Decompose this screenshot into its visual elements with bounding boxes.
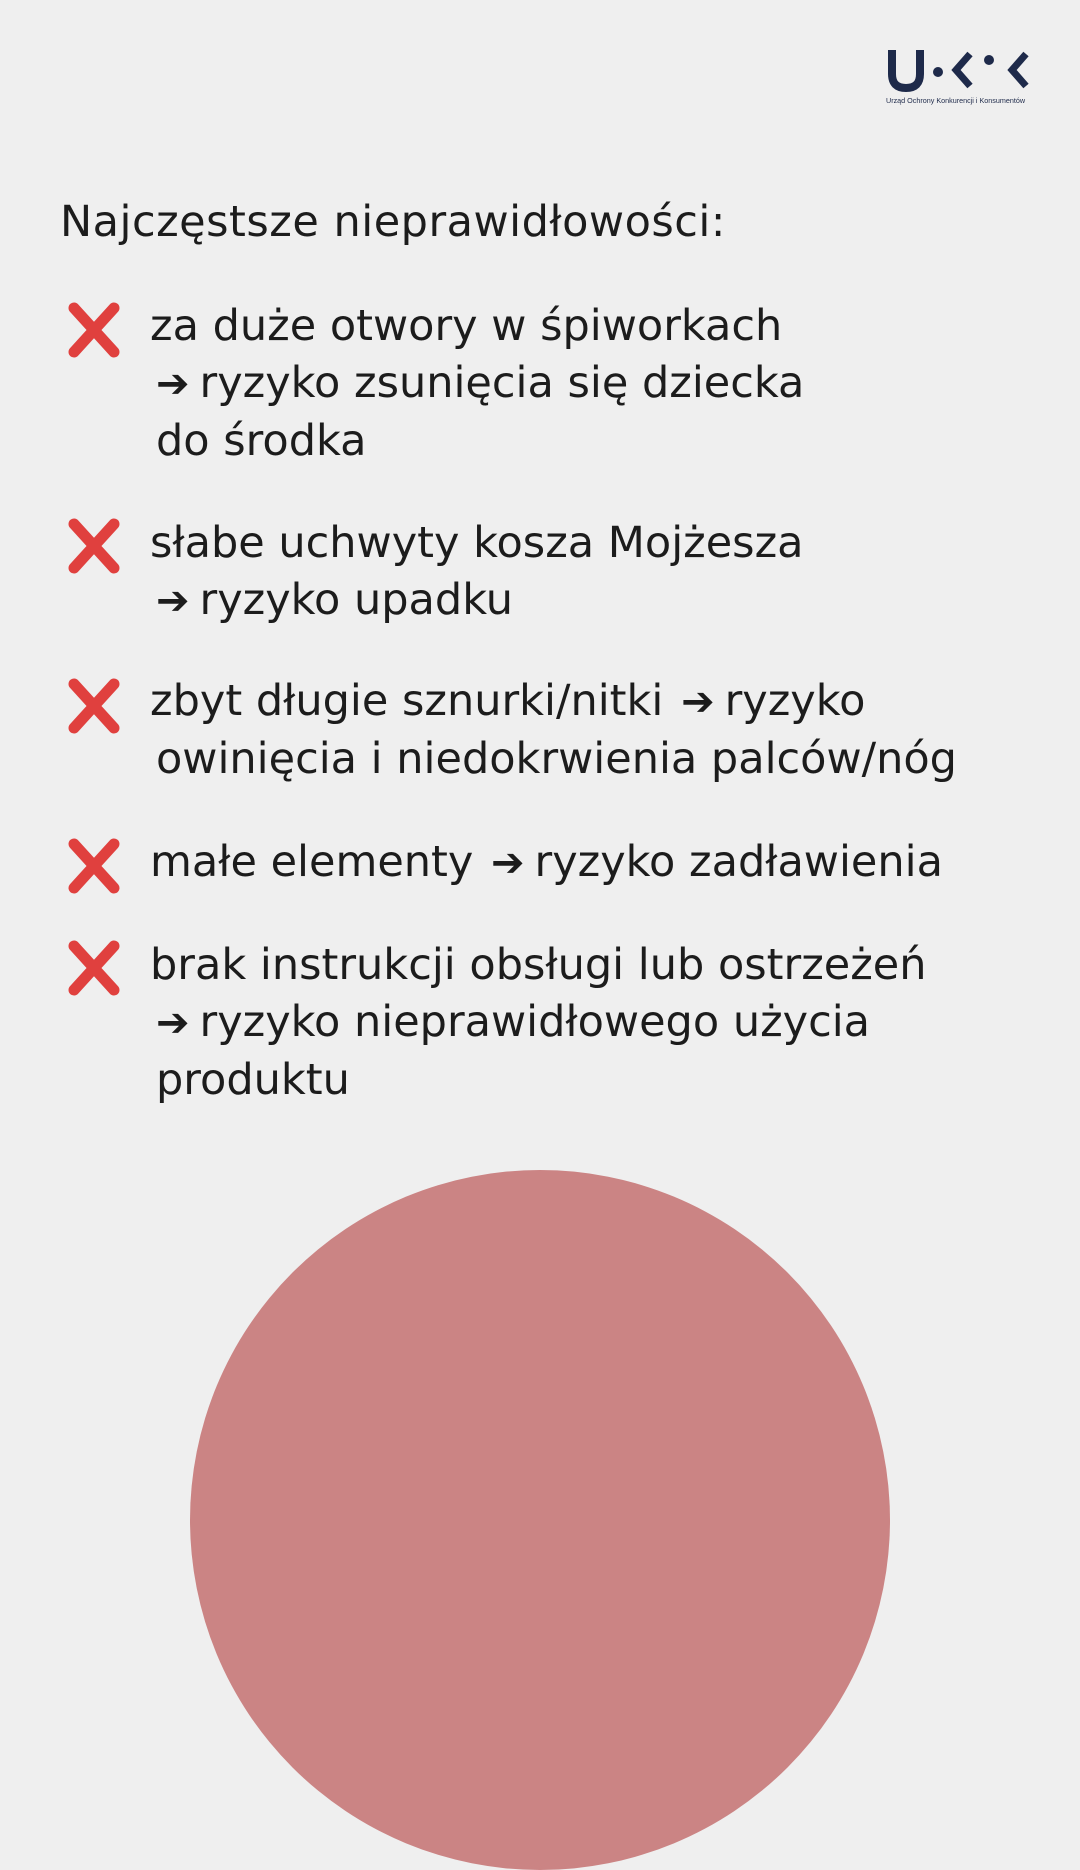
list-item-text: ryzyko zsunięcia się dziecka [199,358,805,408]
list-item-text: produktu [156,1055,350,1105]
arrow-right-icon: ➔ [681,679,715,725]
list-item-text: ryzyko [724,676,866,726]
cross-mark-icon [64,836,124,896]
cross-mark-icon [64,676,124,736]
list-item [64,300,1054,480]
list-item-text: za duże otwory w śpiworkach [150,301,783,351]
list-item [64,938,1054,1118]
arrow-right-icon: ➔ [156,578,190,624]
list-item [64,516,1054,636]
logo-caption: Urząd Ochrony Konkurencji i Konsumentów [886,96,1026,105]
cross-mark-icon [64,516,124,576]
list-item-text: ryzyko upadku [199,575,514,625]
page-title: Najczęstsze nieprawidłowości: [60,197,726,247]
arrow-right-icon: ➔ [156,1000,190,1046]
list-item-text: zbyt długie sznurki/nitki [150,676,664,726]
list-item-text: do środka [156,416,367,466]
cross-mark-icon [64,300,124,360]
list-item [64,676,1054,796]
arrow-right-icon: ➔ [156,361,190,407]
cross-mark-icon [64,938,124,998]
decorative-circle [190,1170,890,1870]
list-item-text: brak instrukcji obsługi lub ostrzeżeń [150,940,927,990]
uokik-logo [886,48,1036,108]
list-item-text: ryzyko nieprawidłowego użycia [199,997,871,1047]
arrow-right-icon: ➔ [491,840,525,886]
uokik-logo-icon [886,48,1036,92]
list-item-text: słabe uchwyty kosza Mojżesza [150,518,804,568]
list-item [64,836,1054,896]
list-item-text: małe elementy [150,837,474,887]
list-item-text: ryzyko zadławienia [534,837,943,887]
list-item-text: owinięcia i niedokrwienia palców/nóg [156,734,957,784]
